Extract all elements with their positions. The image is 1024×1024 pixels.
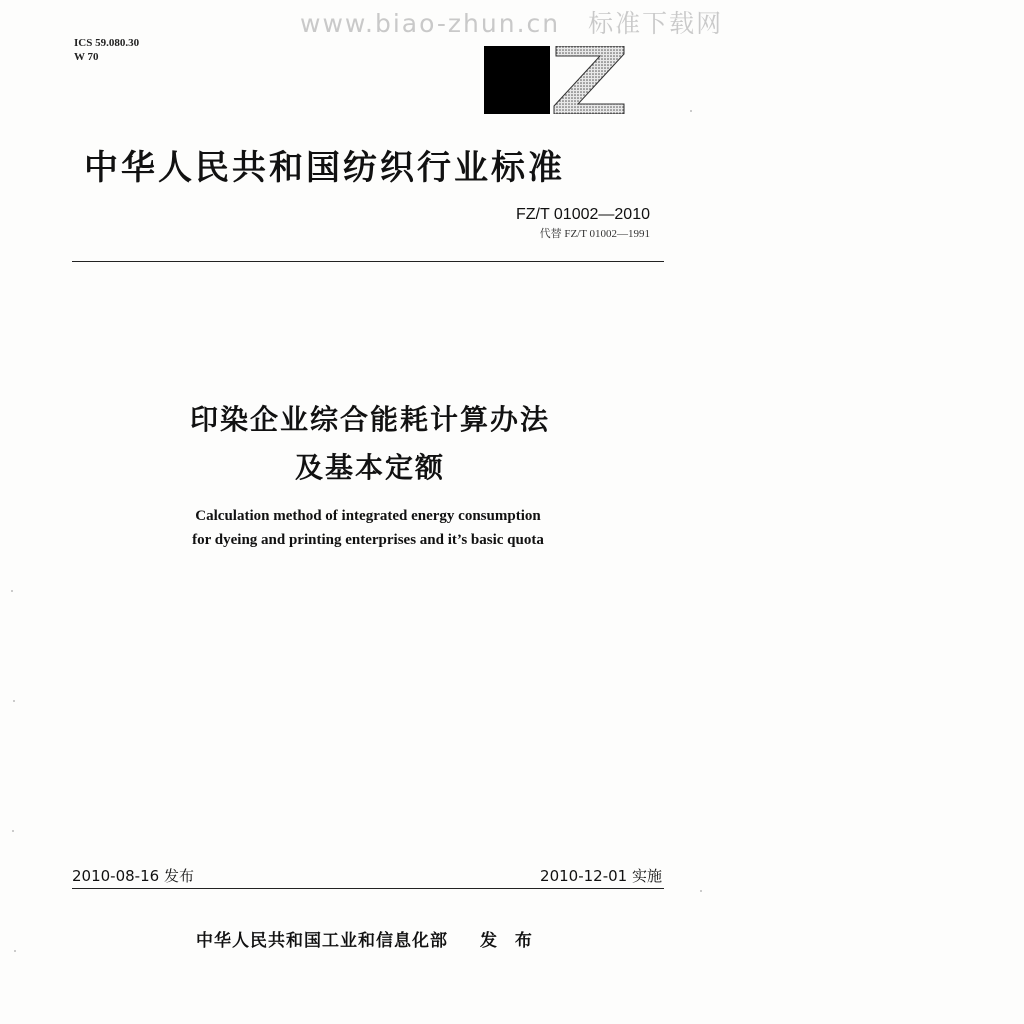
classification-codes <box>74 36 139 64</box>
scan-speck <box>12 830 14 832</box>
chinese-title-line2: 及基本定额 <box>294 451 445 484</box>
watermark-text: 标准下载网 <box>588 9 724 38</box>
implementation-date: 2010-12-01 实施 <box>540 867 662 885</box>
replaces-standard: 代替 FZ/T 01002—1991 <box>539 228 650 240</box>
scan-speck <box>14 950 16 952</box>
scan-speck <box>11 590 13 592</box>
issuer-name: 中华人民共和国工业和信息化部 <box>196 931 448 951</box>
standard-number: FZ/T 01002—2010 <box>515 206 650 223</box>
issuing-authority <box>196 926 538 951</box>
fz-logo <box>484 46 626 114</box>
issue-date: 2010-08-16 发布 <box>72 867 194 885</box>
english-title-line2: for dyeing and printing enterprises and it’s basic quota <box>192 532 544 548</box>
ics-code: ICS 59.080.30 <box>74 37 140 49</box>
watermark-site: www.biao-zhun.cn <box>300 9 561 38</box>
standard-number-block <box>516 206 650 241</box>
scan-speck <box>700 890 702 892</box>
issuer-action: 发 布 <box>480 931 538 951</box>
site-watermark <box>300 4 723 40</box>
organization-title: 中华人民共和国纺织行业标准 <box>84 148 565 188</box>
english-title-line1: Calculation method of integrated energy consumption <box>195 508 541 524</box>
bottom-divider <box>72 888 664 889</box>
chinese-title-line1: 印染企业综合能耗计算办法 <box>189 403 550 436</box>
ccs-code: W 70 <box>74 51 99 63</box>
scan-speck <box>690 110 692 112</box>
scan-speck <box>13 700 15 702</box>
top-divider <box>72 261 664 262</box>
